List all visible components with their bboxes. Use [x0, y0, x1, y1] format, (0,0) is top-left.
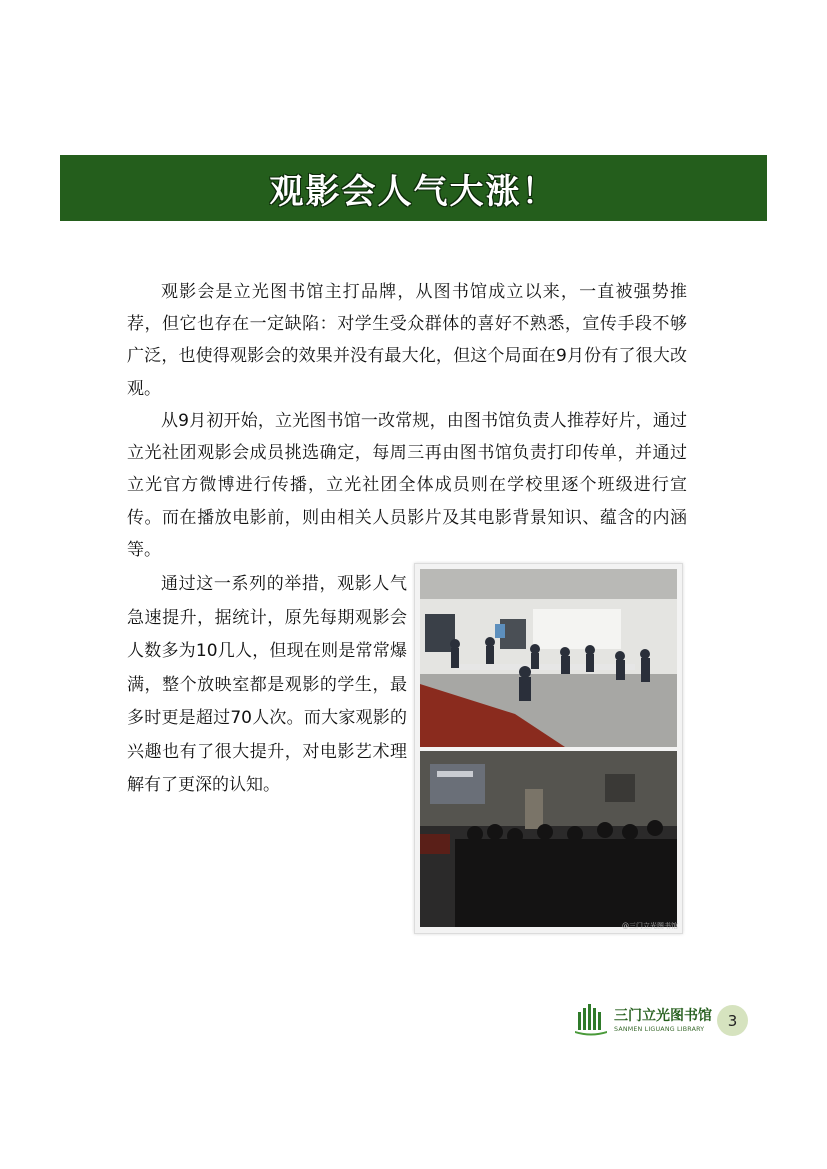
library-logo — [572, 997, 712, 1041]
page-number: 3 — [717, 1005, 748, 1036]
library-building-icon — [572, 1000, 610, 1038]
title-banner — [60, 155, 767, 221]
photo-collage — [414, 563, 683, 934]
screening-photos — [415, 564, 682, 933]
page-title: 观影会人气大涨！ — [269, 171, 558, 212]
photo-top — [420, 569, 677, 747]
paragraph-results: 通过这一系列的举措，观影人气急速提升，据统计，原先每期观影会人数多为10几人，但现在则是常常爆满，整个放映室都是观影的学生，最多时更是超过70人次。而大家观影的兴趣也有了很大提升，对电影艺术理解有了更深的认知。 — [127, 574, 407, 795]
paragraph-intro: 观影会是立光图书馆主打品牌，从图书馆成立以来，一直被强势推荐，但它也存在一定缺陷：对学生受众群体的喜好不熟悉，宣传手段不够广泛，也使得观影会的效果并没有最大化，但这个局面在9月份有了很大改观。 — [127, 282, 687, 399]
photo-watermark: @三门立光图书馆 — [622, 922, 678, 930]
photo-bottom — [420, 751, 677, 927]
logo-english-name: SANMEN LIGUANG LIBRARY — [614, 1026, 705, 1033]
logo-chinese-name: 三门立光图书馆 — [614, 1008, 712, 1024]
paragraph-measures: 从9月初开始，立光图书馆一改常规，由图书馆负责人推荐好片，通过立光社团观影会成员挑选确定，每周三再由图书馆负责打印传单，并通过立光官方微博进行传播，立光社团全体成员则在学校里逐个班级进行宣传。而在播放电影前，则由相关人员影片及其电影背景知识、蕴含的内涵等。 — [127, 411, 687, 560]
